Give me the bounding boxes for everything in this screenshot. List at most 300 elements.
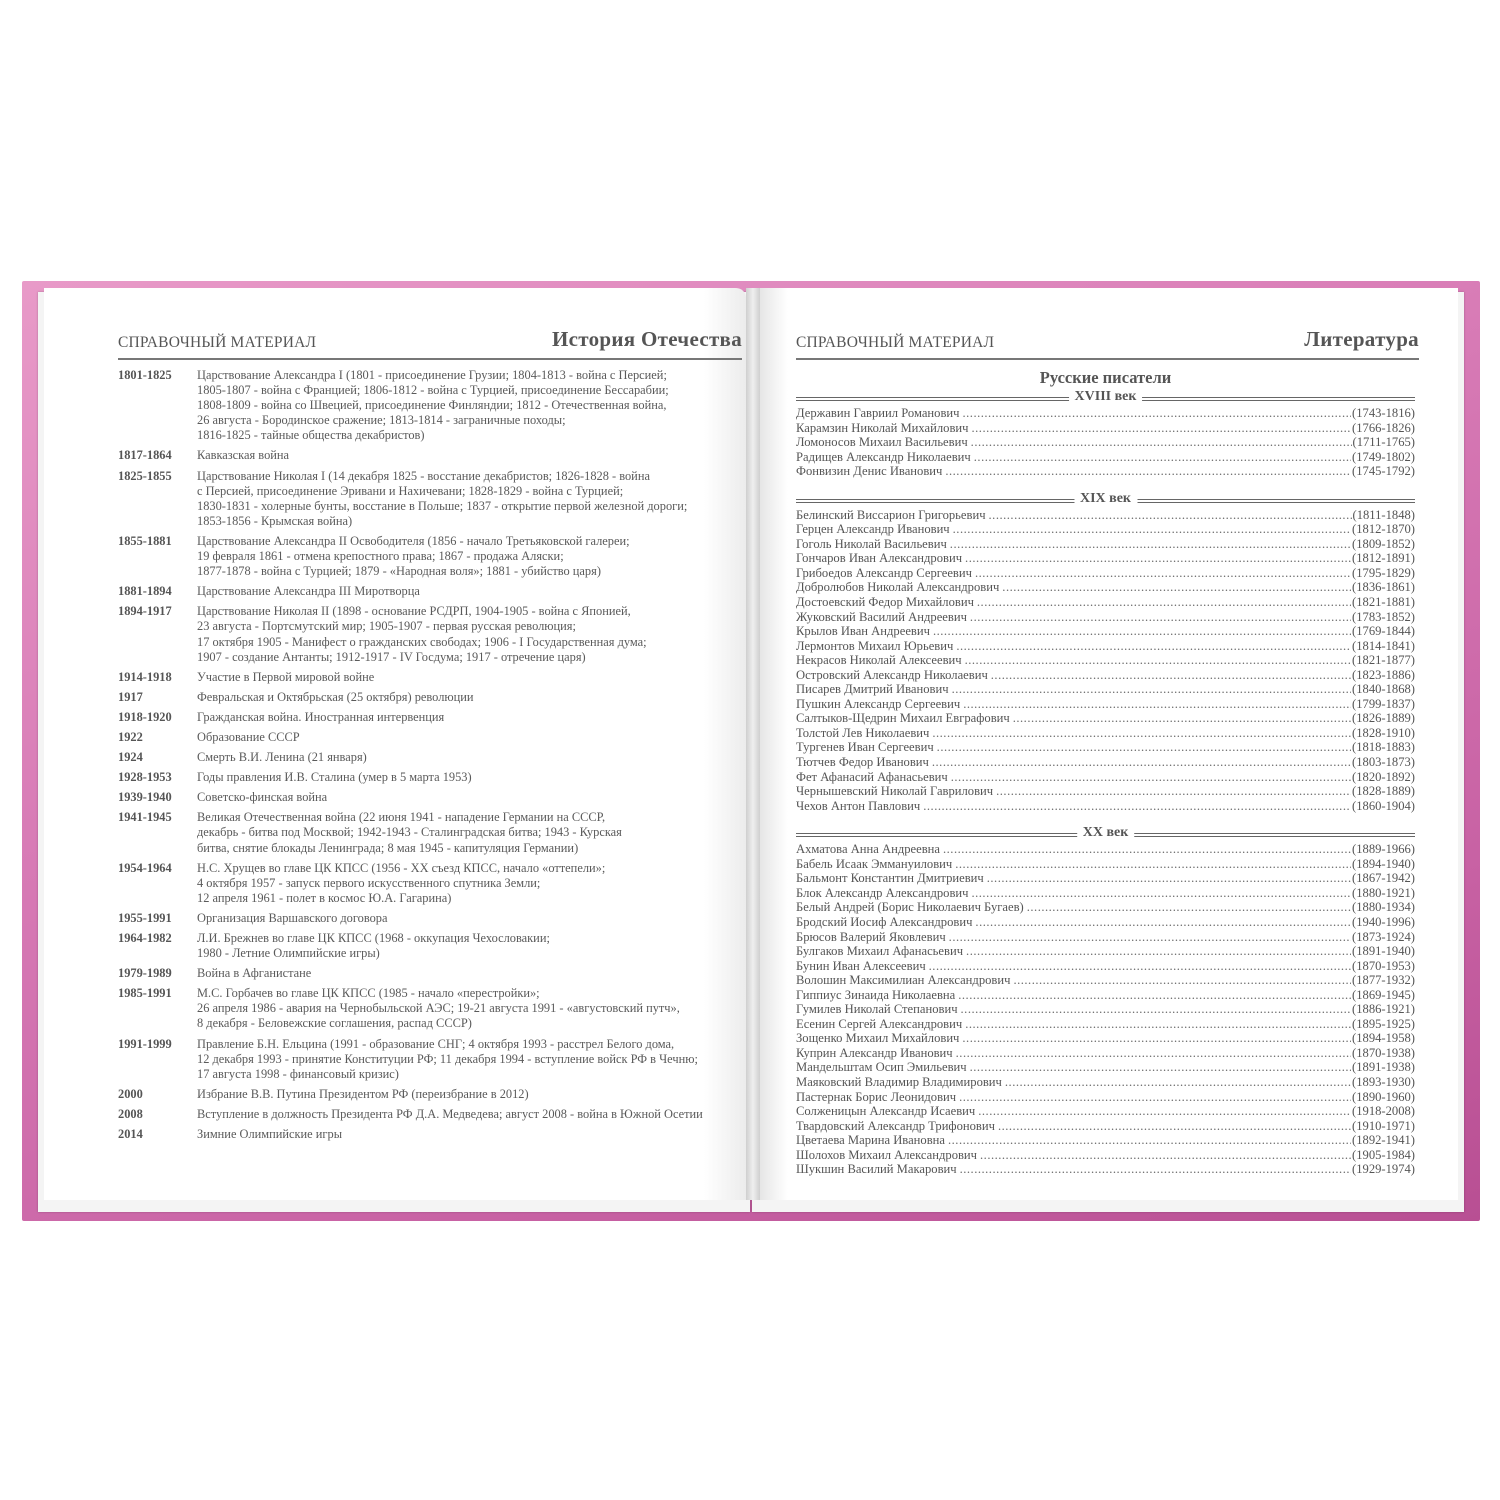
- timeline-entry: [118, 750, 748, 765]
- dot-leader: [1013, 973, 1351, 988]
- writer-row: [796, 900, 1415, 915]
- entry-line: Правление Б.Н. Ельцина (1991 - образование СНГ; 4 октября 1993 - расстрел Белого дома,: [197, 1036, 675, 1051]
- writer-name: Пушкин Александр Сергеевич: [796, 696, 961, 711]
- dot-leader: [932, 755, 1351, 770]
- entry-year: 1924: [118, 750, 143, 765]
- writer-name: Толстой Лев Николаевич: [796, 725, 930, 740]
- writer-years: (1828-1910): [1352, 725, 1415, 740]
- dot-leader: [952, 682, 1351, 697]
- writer-name: Шолохов Михаил Александрович: [796, 1147, 978, 1162]
- entry-line: М.С. Горбачев во главе ЦК КПСС (1985 - начало «перестройки»;: [197, 986, 540, 1001]
- writer-years: (1823-1886): [1352, 667, 1415, 682]
- writer-row: [796, 508, 1415, 523]
- writer-years: (1940-1996): [1352, 914, 1415, 929]
- dot-leader: [932, 726, 1351, 741]
- writer-years: (1892-1941): [1352, 1133, 1415, 1148]
- entry-line: Советско-финская война: [197, 790, 328, 805]
- dot-leader: [953, 522, 1351, 537]
- entry-line: Февральская и Октябрьская (25 октября) революции: [197, 689, 474, 704]
- writer-years: (1743-1816): [1352, 406, 1415, 420]
- writer-row: [796, 1002, 1415, 1017]
- writer-name: Шукшин Василий Макарович: [796, 1162, 957, 1177]
- entry-line: Царствование Николая II (1898 - основание РСДРП, 1904-1905 - война с Японией,: [197, 604, 631, 619]
- dot-leader: [970, 610, 1351, 625]
- writer-name: Тургенев Иван Сергеевич: [796, 740, 934, 755]
- writer-name: Брюсов Валерий Яковлевич: [796, 929, 946, 944]
- entry-year: 1985-1991: [118, 986, 172, 1001]
- entry-year: 2000: [118, 1086, 143, 1101]
- book-gutter: [746, 288, 760, 1200]
- entry-year: 1991-1999: [118, 1036, 172, 1051]
- writer-name: Бунин Иван Алексеевич: [796, 958, 926, 973]
- writer-name: Ахматова Анна Андреевна: [796, 842, 940, 857]
- writer-years: (1812-1870): [1352, 522, 1415, 537]
- century-heading: [796, 390, 1415, 406]
- writer-name: Гончаров Иван Александрович: [796, 551, 963, 566]
- timeline-entry: [118, 1087, 748, 1102]
- dot-leader: [948, 1133, 1351, 1148]
- entry-text: [197, 750, 748, 765]
- century-heading: [796, 492, 1415, 508]
- writer-years: (1870-1953): [1352, 958, 1415, 973]
- entry-text: [197, 534, 748, 579]
- writer-name: Бродский Иосиф Александрович: [796, 914, 973, 929]
- entry-line: 4 октября 1957 - запуск первого искусственного спутника Земли;: [197, 875, 541, 890]
- entry-text: [197, 368, 748, 443]
- writer-years: (1869-1945): [1352, 987, 1415, 1002]
- writer-years: (1799-1837): [1352, 696, 1415, 711]
- writer-row: [796, 1162, 1415, 1177]
- dot-leader: [970, 1060, 1351, 1075]
- writer-row: [796, 784, 1415, 799]
- dot-leader: [963, 406, 1352, 421]
- dot-leader: [933, 624, 1351, 639]
- writer-years: (1895-1925): [1352, 1016, 1415, 1031]
- entry-line: Н.С. Хрущев во главе ЦК КПСС (1956 - XX съезд КПСС, начало «оттепели»;: [197, 860, 606, 875]
- writer-years: (1910-1971): [1352, 1118, 1415, 1133]
- writer-row: [796, 653, 1415, 668]
- timeline-entry: [118, 584, 748, 599]
- entry-line: 1877-1878 - война с Турцией; 1879 - «Народная воля»; 1881 - убийство царя): [197, 564, 601, 579]
- writer-row: [796, 930, 1415, 945]
- writer-years: (1809-1852): [1352, 536, 1415, 551]
- entry-text: [197, 861, 748, 906]
- header-title: История Отечества: [551, 327, 742, 351]
- timeline-entry: [118, 469, 748, 529]
- dot-leader: [1013, 711, 1351, 726]
- timeline-entry: [118, 1107, 748, 1122]
- entry-line: Избрание В.В. Путина Президентом РФ (переизбрание в 2012): [197, 1086, 529, 1101]
- writer-name: Жуковский Василий Андреевич: [796, 609, 967, 624]
- writers-section: [796, 368, 1415, 1177]
- header-title: Литература: [1304, 327, 1419, 351]
- writer-row: [796, 537, 1415, 552]
- writer-name: Белинский Виссарион Григорьевич: [796, 507, 986, 522]
- dot-leader: [996, 784, 1351, 799]
- writer-name: Булгаков Михаил Афанасьевич: [796, 944, 964, 959]
- dot-leader: [961, 1002, 1352, 1017]
- dot-leader: [974, 450, 1351, 465]
- entry-text: [197, 604, 748, 664]
- century-label: XVIII век: [1069, 389, 1143, 405]
- writer-row: [796, 668, 1415, 683]
- entry-year: 1914-1918: [118, 669, 172, 684]
- writer-row: [796, 871, 1415, 886]
- entry-line: 1816-1825 - тайные общества декабристов): [197, 428, 425, 443]
- entry-line: 23 августа - Портсмутский мир; 1905-1907 - первая русская революция;: [197, 619, 576, 634]
- entry-text: [197, 931, 748, 961]
- writer-name: Салтыков-Щедрин Михаил Евграфович: [796, 711, 1010, 726]
- writer-years: (1890-1960): [1352, 1089, 1415, 1104]
- writer-name: Фонвизин Денис Иванович: [796, 464, 943, 479]
- writer-row: [796, 770, 1415, 785]
- entry-line: 17 октября 1905 - Манифест о гражданских свободах; 1906 - I Государственная дума;: [197, 634, 647, 649]
- writer-name: Чехов Антон Павлович: [796, 798, 921, 813]
- writer-row: [796, 726, 1415, 741]
- writer-years: (1880-1921): [1352, 885, 1415, 900]
- entry-line: Образование СССР: [197, 729, 300, 744]
- writer-row: [796, 639, 1415, 654]
- entry-line: Царствование Николая I (14 декабря 1825 - восстание декабристов; 1826-1828 - война: [197, 468, 650, 483]
- writer-row: [796, 857, 1415, 872]
- entry-line: 1805-1807 - война с Францией; 1806-1812 - война с Турцией, присоединение Бессарабии;: [197, 383, 669, 398]
- dot-leader: [963, 697, 1351, 712]
- writer-row: [796, 522, 1415, 537]
- timeline-entry: [118, 911, 748, 926]
- writer-name: Куприн Александр Иванович: [796, 1045, 953, 1060]
- dot-leader: [956, 1046, 1351, 1061]
- writer-name: Чернышевский Николай Гаврилович: [796, 784, 994, 799]
- writer-years: (1860-1904): [1352, 798, 1415, 813]
- writer-years: (1873-1924): [1352, 929, 1415, 944]
- dot-leader: [949, 930, 1351, 945]
- entry-year: 1954-1964: [118, 860, 172, 875]
- entry-year: 1928-1953: [118, 770, 172, 785]
- writer-row: [796, 740, 1415, 755]
- writer-name: Карамзин Николай Михайлович: [796, 420, 969, 435]
- dot-leader: [989, 508, 1352, 523]
- writer-row: [796, 595, 1415, 610]
- entry-line: Организация Варшавского договора: [197, 910, 388, 925]
- writer-row: [796, 959, 1415, 974]
- writer-name: Гиппиус Зинаида Николаевна: [796, 987, 956, 1002]
- entry-year: 1955-1991: [118, 910, 172, 925]
- entry-year: 1881-1894: [118, 584, 172, 599]
- writer-row: [796, 1090, 1415, 1105]
- entry-line: битва, снятие блокады Ленинграда; 8 мая 1945 - капитуляция Германии): [197, 840, 579, 855]
- entry-text: [197, 584, 748, 599]
- timeline-entry: [118, 1127, 748, 1142]
- entry-line: Кавказская война: [197, 448, 290, 463]
- dot-leader: [956, 639, 1351, 654]
- entry-line: 12 декабря 1993 - принятие Конституции РФ; 11 декабря 1994 - вступление войск РФ в Чечню;: [197, 1051, 698, 1066]
- writer-years: (1929-1974): [1352, 1162, 1415, 1177]
- dot-leader: [971, 886, 1351, 901]
- dot-leader: [955, 857, 1351, 872]
- writer-years: (1749-1802): [1352, 449, 1415, 464]
- writer-years: (1891-1940): [1352, 944, 1415, 959]
- entry-year: 1855-1881: [118, 533, 172, 548]
- writer-row: [796, 682, 1415, 697]
- dot-leader: [975, 566, 1351, 581]
- entry-year: 1979-1989: [118, 966, 172, 981]
- entry-text: [197, 1037, 748, 1082]
- writer-years: (1870-1938): [1352, 1045, 1415, 1060]
- writer-years: (1891-1938): [1352, 1060, 1415, 1075]
- timeline-entry: [118, 861, 748, 906]
- writer-name: Грибоедов Александр Сергеевич: [796, 565, 972, 580]
- entry-text: [197, 1107, 748, 1122]
- writer-name: Фет Афанасий Афанасьевич: [796, 769, 948, 784]
- writer-row: [796, 551, 1415, 566]
- left-page: [44, 288, 746, 1200]
- entry-year: 1917: [118, 689, 143, 704]
- dot-leader: [960, 1162, 1351, 1177]
- entry-line: 1980 - Летние Олимпийские игры): [197, 946, 380, 961]
- entry-text: [197, 730, 748, 745]
- writer-name: Державин Гавриил Романович: [796, 406, 960, 420]
- writer-row: [796, 915, 1415, 930]
- entry-year: 1918-1920: [118, 709, 172, 724]
- timeline-entry: [118, 730, 748, 745]
- writer-name: Белый Андрей (Борис Николаевич Бугаев): [796, 900, 1024, 915]
- writer-row: [796, 711, 1415, 726]
- writer-years: (1877-1932): [1352, 973, 1415, 988]
- timeline-entry: [118, 710, 748, 725]
- writer-row: [796, 406, 1415, 421]
- dot-leader: [950, 537, 1351, 552]
- entry-text: [197, 911, 748, 926]
- writer-name: Крылов Иван Андреевич: [796, 624, 930, 639]
- writer-years: (1769-1844): [1352, 624, 1415, 639]
- writers-list: [796, 406, 1415, 479]
- writer-name: Гумилев Николай Степанович: [796, 1002, 958, 1017]
- entry-line: Участие в Первой мировой войне: [197, 669, 375, 684]
- entry-line: Годы правления И.В. Сталина (умер в 5 марта 1953): [197, 770, 472, 785]
- dot-leader: [923, 799, 1351, 814]
- writer-years: (1795-1829): [1352, 565, 1415, 580]
- writers-list: [796, 508, 1415, 813]
- writer-row: [796, 1119, 1415, 1134]
- writer-row: [796, 580, 1415, 595]
- writer-row: [796, 1133, 1415, 1148]
- entry-line: Зимние Олимпийские игры: [197, 1127, 343, 1142]
- writer-name: Островский Александр Николаевич: [796, 667, 988, 682]
- writer-years: (1820-1892): [1352, 769, 1415, 784]
- header-rule: [796, 358, 1419, 360]
- dot-leader: [937, 740, 1351, 755]
- writer-name: Герцен Александр Иванович: [796, 522, 950, 537]
- writer-years: (1889-1966): [1352, 842, 1415, 857]
- entry-line: 19 февраля 1861 - отмена крепостного права; 1867 - продажа Аляски;: [197, 549, 564, 564]
- writer-years: (1867-1942): [1352, 871, 1415, 886]
- dot-leader: [965, 653, 1351, 668]
- timeline-entry: [118, 931, 748, 961]
- entry-year: 1941-1945: [118, 810, 172, 825]
- writer-row: [796, 973, 1415, 988]
- writer-name: Пастернак Борис Леонидович: [796, 1089, 957, 1104]
- right-page-header: [796, 324, 1419, 354]
- writer-row: [796, 1017, 1415, 1032]
- entry-line: 8 декабря - Беловежские соглашения, распад СССР): [197, 1016, 472, 1031]
- writer-years: (1894-1958): [1352, 1031, 1415, 1046]
- writer-row: [796, 755, 1415, 770]
- timeline-entry: [118, 368, 748, 443]
- writer-row: [796, 988, 1415, 1003]
- entry-line: Царствование Александра II Освободителя (1856 - начало Третьяковской галереи;: [197, 533, 630, 548]
- writer-years: (1811-1848): [1352, 507, 1415, 522]
- writer-name: Есенин Сергей Александрович: [796, 1016, 963, 1031]
- entry-text: [197, 469, 748, 529]
- entry-text: [197, 770, 748, 785]
- entry-year: 1922: [118, 729, 143, 744]
- entry-year: 2008: [118, 1106, 143, 1121]
- entry-line: Война в Афганистане: [197, 966, 312, 981]
- writer-row: [796, 799, 1415, 814]
- dot-leader: [965, 1017, 1351, 1032]
- writer-years: (1886-1921): [1352, 1002, 1415, 1017]
- entry-line: Великая Отечественная война (22 июня 1941 - нападение Германии на СССР,: [197, 810, 606, 825]
- writer-name: Некрасов Николай Алексеевич: [796, 653, 962, 668]
- writer-row: [796, 610, 1415, 625]
- entry-year: 1939-1940: [118, 790, 172, 805]
- dot-leader: [962, 1031, 1351, 1046]
- writer-years: (1821-1877): [1352, 653, 1415, 668]
- writer-years: (1880-1934): [1352, 900, 1415, 915]
- writer-name: Маяковский Владимир Владимирович: [796, 1074, 1002, 1089]
- writer-name: Достоевский Федор Михайлович: [796, 595, 974, 610]
- dot-leader: [966, 944, 1351, 959]
- entry-text: [197, 790, 748, 805]
- writer-name: Волошин Максимилиан Александрович: [796, 973, 1011, 988]
- writer-years: (1711-1765): [1352, 435, 1415, 450]
- timeline-entry: [118, 770, 748, 785]
- writer-name: Писарев Дмитрий Иванович: [796, 682, 949, 697]
- writer-row: [796, 1060, 1415, 1075]
- dot-leader: [998, 1119, 1351, 1134]
- writer-name: Ломоносов Михаил Васильевич: [796, 435, 968, 450]
- dot-leader: [972, 421, 1352, 436]
- writer-row: [796, 1104, 1415, 1119]
- entry-text: [197, 810, 748, 855]
- entry-year: 2014: [118, 1127, 143, 1142]
- writer-row: [796, 464, 1415, 479]
- entry-text: [197, 966, 748, 981]
- writer-years: (1826-1889): [1352, 711, 1415, 726]
- entry-line: Царствование Александра I (1801 - присоединение Грузии; 1804-1813 - война с Персией;: [197, 368, 667, 382]
- entry-line: Царствование Александра III Миротворца: [197, 584, 420, 599]
- entry-line: 17 августа 1998 - финансовый кризис): [197, 1066, 399, 1081]
- writer-row: [796, 944, 1415, 959]
- writer-row: [796, 1148, 1415, 1163]
- timeline-entry: [118, 534, 748, 579]
- timeline-entry: [118, 448, 748, 463]
- dot-leader: [943, 842, 1351, 857]
- timeline-entry: [118, 790, 748, 805]
- writer-name: Гоголь Николай Васильевич: [796, 536, 947, 551]
- writer-years: (1893-1930): [1352, 1074, 1415, 1089]
- century-heading: [796, 826, 1415, 842]
- dot-leader: [1002, 580, 1351, 595]
- entry-text: [197, 710, 748, 725]
- dot-leader: [978, 1104, 1351, 1119]
- dot-leader: [977, 595, 1351, 610]
- header-rule: [118, 358, 742, 360]
- writer-row: [796, 842, 1415, 857]
- writer-years: (1918-2008): [1352, 1104, 1415, 1119]
- writer-row: [796, 1031, 1415, 1046]
- timeline-entry: [118, 966, 748, 981]
- entry-text: [197, 1127, 748, 1142]
- entry-line: 1853-1856 - Крымская война): [197, 513, 353, 528]
- entry-year: 1817-1864: [118, 448, 172, 463]
- entry-text: [197, 986, 748, 1031]
- writer-row: [796, 435, 1415, 450]
- writer-years: (1905-1984): [1352, 1147, 1415, 1162]
- dot-leader: [987, 871, 1351, 886]
- entry-text: [197, 448, 748, 463]
- writers-list: [796, 842, 1415, 1177]
- history-timeline: [118, 368, 748, 1147]
- entry-line: 26 апреля 1986 - авария на Чернобыльской АЭС; 19-21 августа 1991 - «августовский путч»,: [197, 1001, 680, 1016]
- entry-line: 1830-1831 - холерные бунты, восстание в Польше; 1837 - открытие первой железной дороги;: [197, 498, 688, 513]
- entry-line: 1808-1809 - война со Швецией, присоединение Финляндии; 1812 - Отечественная война,: [197, 398, 667, 413]
- dot-leader: [980, 1148, 1351, 1163]
- writer-years: (1894-1940): [1352, 856, 1415, 871]
- dot-leader: [1027, 900, 1351, 915]
- writer-row: [796, 566, 1415, 581]
- writer-years: (1766-1826): [1352, 420, 1415, 435]
- entry-line: 1907 - создание Антанты; 1912-1917 - IV Госдума; 1917 - отречение царя): [197, 649, 586, 664]
- writer-row: [796, 697, 1415, 712]
- dot-leader: [975, 915, 1351, 930]
- writer-row: [796, 1075, 1415, 1090]
- century-label: XIX век: [1074, 491, 1137, 507]
- writer-years: (1821-1881): [1352, 595, 1415, 610]
- writer-name: Лермонтов Михаил Юрьевич: [796, 638, 954, 653]
- entry-line: с Персией, присоединение Эривани и Нахичевани; 1828-1829 - война с Турцией;: [197, 483, 624, 498]
- writer-years: (1812-1891): [1352, 551, 1415, 566]
- entry-year: 1825-1855: [118, 468, 172, 483]
- left-page-header: [118, 324, 742, 354]
- writer-name: Тютчев Федор Иванович: [796, 755, 929, 770]
- entry-text: [197, 690, 748, 705]
- writer-name: Блок Александр Александрович: [796, 885, 969, 900]
- century-label: XX век: [1077, 825, 1135, 841]
- writer-years: (1814-1841): [1352, 638, 1415, 653]
- entry-year: 1964-1982: [118, 931, 172, 945]
- timeline-entry: [118, 1037, 748, 1082]
- timeline-entry: [118, 986, 748, 1031]
- writer-years: (1836-1861): [1352, 580, 1415, 595]
- entry-line: Л.И. Брежнев во главе ЦК КПСС (1968 - оккупация Чехословакии;: [197, 931, 550, 945]
- writer-years: (1783-1852): [1352, 609, 1415, 624]
- dot-leader: [971, 435, 1352, 450]
- writer-years: (1745-1792): [1352, 464, 1415, 479]
- writer-name: Цветаева Марина Ивановна: [796, 1133, 945, 1148]
- dot-leader: [965, 551, 1351, 566]
- dot-leader: [929, 959, 1351, 974]
- dot-leader: [991, 668, 1351, 683]
- writer-name: Мандельштам Осип Эмильевич: [796, 1060, 967, 1075]
- entry-year: 1894-1917: [118, 604, 172, 619]
- writer-years: (1828-1889): [1352, 784, 1415, 799]
- writer-row: [796, 421, 1415, 436]
- entry-line: 12 апреля 1961 - полет в космос Ю.А. Гагарина): [197, 890, 452, 905]
- dot-leader: [959, 1090, 1351, 1105]
- writer-row: [796, 624, 1415, 639]
- writer-years: (1818-1883): [1352, 740, 1415, 755]
